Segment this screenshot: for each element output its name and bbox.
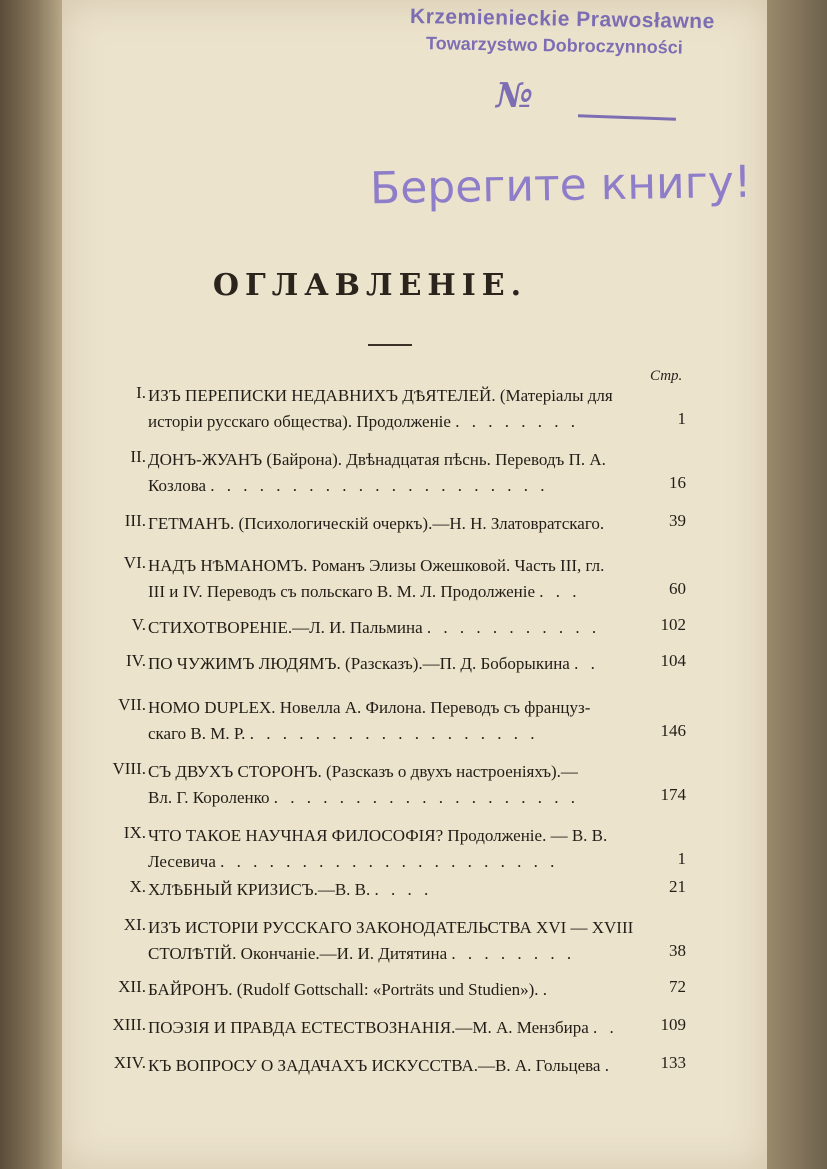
toc-entry-line-2 — [148, 409, 668, 435]
care-notice-stamp: Берегите книгу! — [369, 156, 752, 215]
toc-entry-page: 21 — [669, 877, 686, 896]
toc-entry-line-2 — [148, 849, 668, 875]
toc-entry-line-1: СЪ ДВУХЪ СТОРОНЪ. (Разсказъ о двухъ настроеніяхъ).— — [148, 762, 578, 781]
toc-entry-number: V. — [131, 615, 146, 634]
toc-leader-dots: . . . . . . . . — [451, 944, 576, 963]
toc-entry-line-2-text: Вл. Г. Короленко — [148, 788, 270, 807]
toc-entry-page: 38 — [669, 941, 686, 960]
toc-entry-text — [148, 977, 668, 1003]
toc-leader-dots: . . — [574, 654, 599, 673]
toc-entry-page: 109 — [660, 1015, 686, 1034]
toc-entry-line-1: СТИХОТВОРЕНІЕ.—Л. И. Пальмина . . . . . . . . . . . — [148, 618, 601, 637]
toc-entry-text — [148, 759, 668, 811]
toc-entry-line-2-text: исторіи русскаго общества). Продолженіе — [148, 412, 451, 431]
toc-entry-page: 104 — [660, 651, 686, 670]
toc-entry-line-1: ПОЭЗІЯ И ПРАВДА ЕСТЕСТВОЗНАНІЯ.—М. А. Мензбира . . — [148, 1018, 618, 1037]
stamp-number-sign: № — [496, 76, 533, 116]
toc-entry-number: XI. — [123, 915, 146, 934]
toc-entry-text — [148, 823, 668, 875]
toc-leader-dots: . . — [593, 1018, 618, 1037]
toc-entry-number: XII. — [118, 977, 146, 996]
toc-entry-line-1: БАЙРОНЪ. (Rudolf Gottschall: «Porträts und Studien»). . — [148, 980, 552, 999]
toc-entry-line-2-text: Козлова — [148, 476, 207, 495]
toc-entry-page: 60 — [669, 579, 686, 598]
toc-entry-line-1: НАДЪ НѢМАНОМЪ. Романъ Элизы Ожешковой. Часть III, гл. — [148, 556, 605, 575]
toc-entry-text — [148, 1015, 668, 1041]
toc-entry-number: VII. — [118, 695, 146, 714]
toc-leader-dots: . — [604, 1056, 613, 1075]
toc-entry-number: VIII. — [112, 759, 146, 778]
toc-entry-page: 1 — [677, 409, 686, 428]
page-title: ОГЛАВЛЕНІЕ. — [212, 268, 528, 303]
stamp-line-2: Towarzystwo Dobroczynności — [425, 33, 683, 58]
toc-leader-dots: . . . . . . . . — [455, 412, 579, 431]
toc-entry-page: 72 — [669, 977, 686, 996]
toc-entry-number: I. — [136, 383, 146, 402]
toc-entry-text — [148, 915, 668, 967]
library-stamp — [409, 4, 760, 116]
toc-entry-line-1: КЪ ВОПРОСУ О ЗАДАЧАХЪ ИСКУССТВА.—В. А. Гольцева . — [148, 1056, 613, 1075]
toc-entry-page: 174 — [660, 785, 686, 804]
toc-entry-page: 1 — [677, 849, 686, 868]
toc-leader-dots: . . . . . . . . . . . . . . . . . . — [249, 724, 539, 743]
toc-entry-page: 146 — [660, 721, 686, 740]
toc-entry-line-1: ХЛѢБНЫЙ КРИЗИСЪ.—В. В. . . . . — [148, 880, 433, 899]
toc-leader-dots: . . . . . . . . . . . . . . . . . . . . . — [220, 852, 559, 871]
toc-leader-dots: . — [542, 980, 552, 999]
toc-entry-line-2 — [148, 579, 668, 605]
toc-entry-text — [148, 651, 668, 677]
toc-entry-number: III. — [124, 511, 146, 530]
toc-entry-number: IV. — [126, 651, 146, 670]
toc-leader-dots: . . . — [539, 582, 581, 601]
toc-entry-line-1: ЧТО ТАКОЕ НАУЧНАЯ ФИЛОСОФІЯ? Продолженіе. — В. В. — [148, 826, 608, 845]
toc-entry-number: IX. — [123, 823, 146, 842]
title-divider — [368, 344, 412, 346]
toc-leader-dots: . . . . . . . . . . . — [426, 618, 601, 637]
toc-entry-page: 16 — [669, 473, 686, 492]
toc-entry-line-1: ИЗЪ ПЕРЕПИСКИ НЕДАВНИХЪ ДѢЯТЕЛЕЙ. (Матеріалы для — [148, 386, 613, 405]
toc-leader-dots: . . . . . . . . . . . . . . . . . . . — [273, 788, 580, 807]
book-spine-shadow — [0, 0, 62, 1169]
toc-leader-dots: . . . . — [374, 880, 433, 899]
toc-entry-text — [148, 511, 668, 537]
toc-entry-line-2 — [148, 941, 668, 967]
toc-entry-text — [148, 447, 668, 499]
toc-entry-line-2-text: III и IV. Переводъ съ польскаго В. М. Л. Продолженіе — [148, 582, 536, 601]
toc-entry-text — [148, 553, 668, 605]
toc-entry-number: II. — [130, 447, 146, 466]
toc-entry-page: 102 — [660, 615, 686, 634]
toc-entry-line-2-text: Лесевича — [148, 852, 216, 871]
toc-entry-line-2 — [148, 785, 668, 811]
toc-entry-page: 133 — [660, 1053, 686, 1072]
toc-entry-text — [148, 877, 668, 903]
stamp-line-1: Krzemienieckie Prawosławne — [409, 4, 716, 34]
toc-entry-number: XIII. — [112, 1015, 146, 1034]
toc-entry-number: XIV. — [113, 1053, 146, 1072]
book-edge — [767, 0, 827, 1169]
toc-entry-text — [148, 383, 668, 435]
toc-entry-line-2-text: скаго В. М. Р. — [148, 724, 246, 743]
toc-entry-text — [148, 695, 668, 747]
toc-entry-line-2-text: СТОЛѢТІЙ. Окончаніе.—И. И. Дитятина — [148, 944, 448, 963]
toc-entry-line-1: ГЕТМАНЪ. (Психологическій очеркъ).—Н. Н. Златовратскаго. — [148, 514, 605, 533]
toc-entry-line-1: ДОНЪ-ЖУАНЪ (Байрона). Двѣнадцатая пѣснь. Переводъ П. А. — [148, 450, 606, 469]
toc-entry-text — [148, 1053, 668, 1079]
toc-entry-line-1: ПО ЧУЖИМЪ ЛЮДЯМЪ. (Разсказъ).—П. Д. Боборыкина . . — [148, 654, 599, 673]
page-column-header: Стр. — [650, 368, 683, 384]
toc-entry-line-2 — [148, 721, 668, 747]
toc-entry-line-2 — [148, 473, 668, 499]
toc-entry-number: VI. — [123, 553, 146, 572]
toc-entry-number: X. — [129, 877, 146, 896]
toc-entry-text — [148, 615, 668, 641]
toc-entry-line-1: ИЗЪ ИСТОРІИ РУССКАГО ЗАКОНОДАТЕЛЬСТВА XVI — XVIII — [148, 918, 634, 937]
toc-entry-page: 39 — [669, 511, 686, 530]
toc-entry-line-1: HOMO DUPLEX. Новелла А. Филона. Переводъ съ француз- — [148, 698, 591, 717]
toc-leader-dots: . . . . . . . . . . . . . . . . . . . . . — [210, 476, 549, 495]
